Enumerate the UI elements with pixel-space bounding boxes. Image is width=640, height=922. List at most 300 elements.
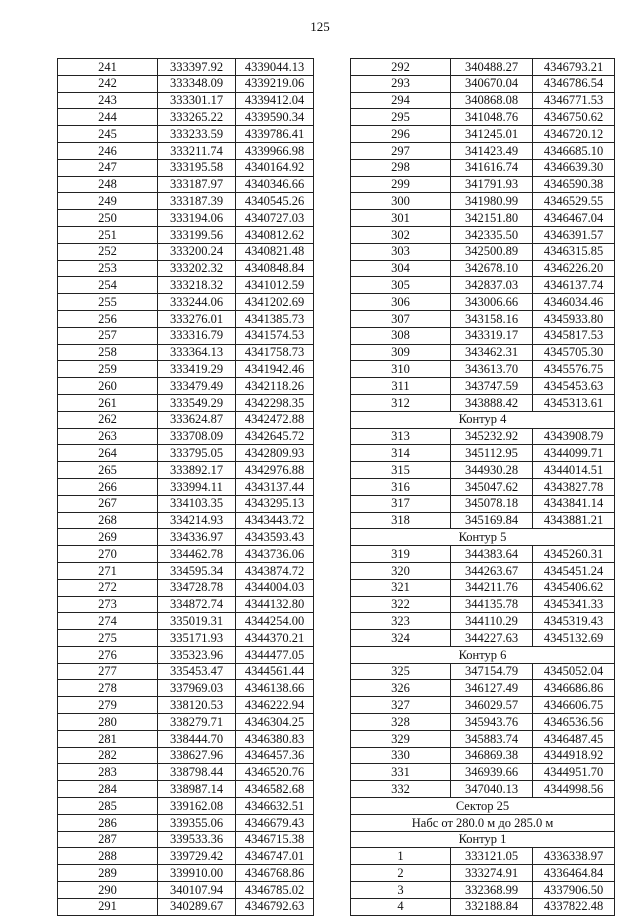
x-coordinate-cell: 334103.35: [158, 495, 236, 512]
table-row: [58, 310, 314, 327]
x-coordinate-cell: 342678.10: [451, 260, 533, 277]
point-number-cell: 281: [58, 730, 158, 747]
x-coordinate-cell: 333211.74: [158, 142, 236, 159]
table-row: [58, 747, 314, 764]
y-coordinate-cell: 4343137.44: [236, 478, 314, 495]
y-coordinate-cell: 4345313.61: [533, 394, 615, 411]
point-number-cell: 262: [58, 411, 158, 428]
y-coordinate-cell: 4346304.25: [236, 714, 314, 731]
x-coordinate-cell: 333348.09: [158, 75, 236, 92]
table-row: [351, 848, 615, 865]
y-coordinate-cell: 4346034.46: [533, 294, 615, 311]
table-row: [351, 512, 615, 529]
y-coordinate-cell: 4346715.38: [236, 831, 314, 848]
x-coordinate-cell: 346939.66: [451, 764, 533, 781]
x-coordinate-cell: 344227.63: [451, 630, 533, 647]
point-number-cell: 253: [58, 260, 158, 277]
x-coordinate-cell: 333316.79: [158, 327, 236, 344]
point-number-cell: 311: [351, 378, 451, 395]
x-coordinate-cell: 333419.29: [158, 361, 236, 378]
x-coordinate-cell: 332188.84: [451, 898, 533, 915]
point-number-cell: 257: [58, 327, 158, 344]
x-coordinate-cell: 333218.32: [158, 277, 236, 294]
point-number-cell: 327: [351, 697, 451, 714]
point-number-cell: 318: [351, 512, 451, 529]
table-row: [58, 562, 314, 579]
table-row: [351, 764, 615, 781]
table-row: [58, 226, 314, 243]
x-coordinate-cell: 335453.47: [158, 663, 236, 680]
table-row: [351, 596, 615, 613]
y-coordinate-cell: 4346747.01: [236, 848, 314, 865]
table-row: [58, 730, 314, 747]
table-row: [351, 579, 615, 596]
point-number-cell: 320: [351, 562, 451, 579]
point-number-cell: 300: [351, 193, 451, 210]
x-coordinate-cell: 337969.03: [158, 680, 236, 697]
table-row: [58, 865, 314, 882]
table-row: [58, 294, 314, 311]
y-coordinate-cell: 4344254.00: [236, 613, 314, 630]
section-heading: Контур 4: [351, 411, 615, 428]
point-number-cell: 291: [58, 898, 158, 915]
point-number-cell: 324: [351, 630, 451, 647]
point-number-cell: 266: [58, 478, 158, 495]
y-coordinate-cell: 4345319.43: [533, 613, 615, 630]
y-coordinate-cell: 4343736.06: [236, 546, 314, 563]
table-row: [351, 613, 615, 630]
x-coordinate-cell: 333892.17: [158, 462, 236, 479]
point-number-cell: 289: [58, 865, 158, 882]
table-row: [351, 394, 615, 411]
right-coordinates-table: [350, 58, 615, 916]
y-coordinate-cell: 4344099.71: [533, 445, 615, 462]
y-coordinate-cell: 4343295.13: [236, 495, 314, 512]
x-coordinate-cell: 333301.17: [158, 92, 236, 109]
x-coordinate-cell: 344930.28: [451, 462, 533, 479]
x-coordinate-cell: 338444.70: [158, 730, 236, 747]
table-row: [58, 394, 314, 411]
table-row: [58, 176, 314, 193]
table-row: [351, 495, 615, 512]
table-row: [351, 781, 615, 798]
point-number-cell: 243: [58, 92, 158, 109]
x-coordinate-cell: 339729.42: [158, 848, 236, 865]
table-row: [58, 630, 314, 647]
table-row: [351, 663, 615, 680]
x-coordinate-cell: 333274.91: [451, 865, 533, 882]
table-row: [58, 495, 314, 512]
point-number-cell: 301: [351, 210, 451, 227]
point-number-cell: 316: [351, 478, 451, 495]
point-number-cell: 323: [351, 613, 451, 630]
y-coordinate-cell: 4346138.66: [236, 680, 314, 697]
table-row: [351, 142, 615, 159]
point-number-cell: 298: [351, 159, 451, 176]
y-coordinate-cell: 4344918.92: [533, 747, 615, 764]
x-coordinate-cell: 333244.06: [158, 294, 236, 311]
y-coordinate-cell: 4340727.03: [236, 210, 314, 227]
y-coordinate-cell: 4339044.13: [236, 59, 314, 76]
y-coordinate-cell: 4345406.62: [533, 579, 615, 596]
point-number-cell: 244: [58, 109, 158, 126]
y-coordinate-cell: 4346315.85: [533, 243, 615, 260]
x-coordinate-cell: 333187.97: [158, 176, 236, 193]
x-coordinate-cell: 333994.11: [158, 478, 236, 495]
table-row: [58, 260, 314, 277]
point-number-cell: 303: [351, 243, 451, 260]
x-coordinate-cell: 338279.71: [158, 714, 236, 731]
point-number-cell: 331: [351, 764, 451, 781]
table-row: [58, 646, 314, 663]
y-coordinate-cell: 4346590.38: [533, 176, 615, 193]
x-coordinate-cell: 341980.99: [451, 193, 533, 210]
x-coordinate-cell: 339533.36: [158, 831, 236, 848]
y-coordinate-cell: 4346487.45: [533, 730, 615, 747]
y-coordinate-cell: 4342118.26: [236, 378, 314, 395]
x-coordinate-cell: 333795.05: [158, 445, 236, 462]
y-coordinate-cell: 4341012.59: [236, 277, 314, 294]
table-row: [351, 59, 615, 76]
table-row: [58, 781, 314, 798]
y-coordinate-cell: 4346786.54: [533, 75, 615, 92]
x-coordinate-cell: 335171.93: [158, 630, 236, 647]
table-row: [351, 260, 615, 277]
x-coordinate-cell: 338120.53: [158, 697, 236, 714]
point-number-cell: 2: [351, 865, 451, 882]
table-row: [351, 882, 615, 899]
point-number-cell: 319: [351, 546, 451, 563]
x-coordinate-cell: 333195.58: [158, 159, 236, 176]
point-number-cell: 308: [351, 327, 451, 344]
x-coordinate-cell: 345883.74: [451, 730, 533, 747]
table-row: [58, 814, 314, 831]
y-coordinate-cell: 4346536.56: [533, 714, 615, 731]
point-number-cell: 273: [58, 596, 158, 613]
x-coordinate-cell: 343888.42: [451, 394, 533, 411]
y-coordinate-cell: 4346750.62: [533, 109, 615, 126]
x-coordinate-cell: 341423.49: [451, 142, 533, 159]
point-number-cell: 326: [351, 680, 451, 697]
point-number-cell: 247: [58, 159, 158, 176]
x-coordinate-cell: 334872.74: [158, 596, 236, 613]
table-row: [351, 294, 615, 311]
point-number-cell: 329: [351, 730, 451, 747]
y-coordinate-cell: 4339966.98: [236, 142, 314, 159]
table-row: [58, 529, 314, 546]
point-number-cell: 284: [58, 781, 158, 798]
section-heading-row: [351, 814, 615, 831]
y-coordinate-cell: 4346768.86: [236, 865, 314, 882]
point-number-cell: 246: [58, 142, 158, 159]
y-coordinate-cell: 4344951.70: [533, 764, 615, 781]
point-number-cell: 321: [351, 579, 451, 596]
y-coordinate-cell: 4340164.92: [236, 159, 314, 176]
x-coordinate-cell: 343158.16: [451, 310, 533, 327]
y-coordinate-cell: 4346686.86: [533, 680, 615, 697]
table-row: [58, 159, 314, 176]
x-coordinate-cell: 341048.76: [451, 109, 533, 126]
table-row: [351, 75, 615, 92]
table-row: [58, 831, 314, 848]
y-coordinate-cell: 4341574.53: [236, 327, 314, 344]
table-row: [351, 478, 615, 495]
table-row: [58, 714, 314, 731]
y-coordinate-cell: 4346222.94: [236, 697, 314, 714]
table-row: [58, 92, 314, 109]
point-number-cell: 258: [58, 344, 158, 361]
table-row: [58, 59, 314, 76]
x-coordinate-cell: 341616.74: [451, 159, 533, 176]
table-row: [58, 75, 314, 92]
table-row: [351, 898, 615, 915]
x-coordinate-cell: 334595.34: [158, 562, 236, 579]
x-coordinate-cell: 333187.39: [158, 193, 236, 210]
table-row: [58, 798, 314, 815]
table-row: [351, 865, 615, 882]
y-coordinate-cell: 4345933.80: [533, 310, 615, 327]
point-number-cell: 251: [58, 226, 158, 243]
point-number-cell: 313: [351, 428, 451, 445]
table-row: [351, 714, 615, 731]
table-row: [351, 730, 615, 747]
section-heading: Набс от 280.0 м до 285.0 м: [351, 814, 615, 831]
x-coordinate-cell: 333624.87: [158, 411, 236, 428]
x-coordinate-cell: 341245.01: [451, 126, 533, 143]
table-row: [351, 630, 615, 647]
y-coordinate-cell: 4339786.41: [236, 126, 314, 143]
x-coordinate-cell: 345943.76: [451, 714, 533, 731]
x-coordinate-cell: 333708.09: [158, 428, 236, 445]
x-coordinate-cell: 333364.13: [158, 344, 236, 361]
point-number-cell: 305: [351, 277, 451, 294]
table-row: [58, 764, 314, 781]
table-row: [58, 898, 314, 915]
point-number-cell: 285: [58, 798, 158, 815]
point-number-cell: 255: [58, 294, 158, 311]
y-coordinate-cell: 4340545.26: [236, 193, 314, 210]
x-coordinate-cell: 338798.44: [158, 764, 236, 781]
point-number-cell: 283: [58, 764, 158, 781]
x-coordinate-cell: 334462.78: [158, 546, 236, 563]
table-row: [58, 579, 314, 596]
table-row: [351, 277, 615, 294]
y-coordinate-cell: 4346785.02: [236, 882, 314, 899]
x-coordinate-cell: 340488.27: [451, 59, 533, 76]
table-row: [351, 546, 615, 563]
point-number-cell: 306: [351, 294, 451, 311]
x-coordinate-cell: 334214.93: [158, 512, 236, 529]
table-row: [351, 176, 615, 193]
y-coordinate-cell: 4346679.43: [236, 814, 314, 831]
x-coordinate-cell: 344110.29: [451, 613, 533, 630]
x-coordinate-cell: 333194.06: [158, 210, 236, 227]
x-coordinate-cell: 339355.06: [158, 814, 236, 831]
x-coordinate-cell: 346127.49: [451, 680, 533, 697]
y-coordinate-cell: 4336464.84: [533, 865, 615, 882]
table-row: [351, 210, 615, 227]
y-coordinate-cell: 4342976.88: [236, 462, 314, 479]
x-coordinate-cell: 333200.24: [158, 243, 236, 260]
x-coordinate-cell: 333265.22: [158, 109, 236, 126]
x-coordinate-cell: 347040.13: [451, 781, 533, 798]
table-row: [351, 243, 615, 260]
point-number-cell: 270: [58, 546, 158, 563]
point-number-cell: 322: [351, 596, 451, 613]
point-number-cell: 4: [351, 898, 451, 915]
x-coordinate-cell: 345047.62: [451, 478, 533, 495]
section-heading: Контур 1: [351, 831, 615, 848]
y-coordinate-cell: 4345817.53: [533, 327, 615, 344]
y-coordinate-cell: 4344004.03: [236, 579, 314, 596]
table-row: [351, 109, 615, 126]
y-coordinate-cell: 4342809.93: [236, 445, 314, 462]
y-coordinate-cell: 4340821.48: [236, 243, 314, 260]
point-number-cell: 304: [351, 260, 451, 277]
point-number-cell: 315: [351, 462, 451, 479]
section-heading-row: [351, 411, 615, 428]
table-row: [351, 126, 615, 143]
point-number-cell: 286: [58, 814, 158, 831]
x-coordinate-cell: 343462.31: [451, 344, 533, 361]
y-coordinate-cell: 4343593.43: [236, 529, 314, 546]
section-heading-row: [351, 529, 615, 546]
y-coordinate-cell: 4346380.83: [236, 730, 314, 747]
point-number-cell: 268: [58, 512, 158, 529]
table-row: [58, 277, 314, 294]
point-number-cell: 252: [58, 243, 158, 260]
y-coordinate-cell: 4337822.48: [533, 898, 615, 915]
x-coordinate-cell: 344383.64: [451, 546, 533, 563]
y-coordinate-cell: 4340346.66: [236, 176, 314, 193]
point-number-cell: 307: [351, 310, 451, 327]
y-coordinate-cell: 4339412.04: [236, 92, 314, 109]
y-coordinate-cell: 4340848.84: [236, 260, 314, 277]
table-row: [58, 596, 314, 613]
x-coordinate-cell: 340868.08: [451, 92, 533, 109]
y-coordinate-cell: 4346226.20: [533, 260, 615, 277]
table-row: [58, 378, 314, 395]
point-number-cell: 280: [58, 714, 158, 731]
y-coordinate-cell: 4346529.55: [533, 193, 615, 210]
x-coordinate-cell: 333479.49: [158, 378, 236, 395]
point-number-cell: 1: [351, 848, 451, 865]
point-number-cell: 271: [58, 562, 158, 579]
x-coordinate-cell: 338987.14: [158, 781, 236, 798]
x-coordinate-cell: 342151.80: [451, 210, 533, 227]
point-number-cell: 302: [351, 226, 451, 243]
table-row: [351, 327, 615, 344]
x-coordinate-cell: 334336.97: [158, 529, 236, 546]
table-row: [351, 159, 615, 176]
y-coordinate-cell: 4339590.34: [236, 109, 314, 126]
point-number-cell: 259: [58, 361, 158, 378]
y-coordinate-cell: 4344561.44: [236, 663, 314, 680]
x-coordinate-cell: 342837.03: [451, 277, 533, 294]
y-coordinate-cell: 4345260.31: [533, 546, 615, 563]
table-row: [58, 613, 314, 630]
point-number-cell: 317: [351, 495, 451, 512]
point-number-cell: 245: [58, 126, 158, 143]
point-number-cell: 265: [58, 462, 158, 479]
point-number-cell: 295: [351, 109, 451, 126]
y-coordinate-cell: 4346467.04: [533, 210, 615, 227]
x-coordinate-cell: 333549.29: [158, 394, 236, 411]
x-coordinate-cell: 343319.17: [451, 327, 533, 344]
point-number-cell: 241: [58, 59, 158, 76]
x-coordinate-cell: 333233.59: [158, 126, 236, 143]
table-row: [58, 142, 314, 159]
y-coordinate-cell: 4343827.78: [533, 478, 615, 495]
y-coordinate-cell: 4343443.72: [236, 512, 314, 529]
y-coordinate-cell: 4346639.30: [533, 159, 615, 176]
section-heading-row: [351, 831, 615, 848]
point-number-cell: 292: [351, 59, 451, 76]
y-coordinate-cell: 4344370.21: [236, 630, 314, 647]
table-row: [58, 462, 314, 479]
x-coordinate-cell: 335019.31: [158, 613, 236, 630]
table-row: [351, 193, 615, 210]
table-row: [58, 327, 314, 344]
y-coordinate-cell: 4345453.63: [533, 378, 615, 395]
point-number-cell: 256: [58, 310, 158, 327]
point-number-cell: 264: [58, 445, 158, 462]
y-coordinate-cell: 4344998.56: [533, 781, 615, 798]
x-coordinate-cell: 345232.92: [451, 428, 533, 445]
table-row: [58, 210, 314, 227]
y-coordinate-cell: 4346632.51: [236, 798, 314, 815]
x-coordinate-cell: 343613.70: [451, 361, 533, 378]
point-number-cell: 278: [58, 680, 158, 697]
x-coordinate-cell: 345112.95: [451, 445, 533, 462]
x-coordinate-cell: 333276.01: [158, 310, 236, 327]
point-number-cell: 3: [351, 882, 451, 899]
table-row: [58, 193, 314, 210]
y-coordinate-cell: 4345132.69: [533, 630, 615, 647]
y-coordinate-cell: 4345451.24: [533, 562, 615, 579]
point-number-cell: 248: [58, 176, 158, 193]
y-coordinate-cell: 4344477.05: [236, 646, 314, 663]
x-coordinate-cell: 339910.00: [158, 865, 236, 882]
x-coordinate-cell: 344263.67: [451, 562, 533, 579]
y-coordinate-cell: 4346720.12: [533, 126, 615, 143]
x-coordinate-cell: 333199.56: [158, 226, 236, 243]
point-number-cell: 312: [351, 394, 451, 411]
table-row: [58, 663, 314, 680]
y-coordinate-cell: 4342298.35: [236, 394, 314, 411]
point-number-cell: 260: [58, 378, 158, 395]
x-coordinate-cell: 332368.99: [451, 882, 533, 899]
table-row: [351, 344, 615, 361]
y-coordinate-cell: 4346582.68: [236, 781, 314, 798]
section-heading-row: [351, 798, 615, 815]
point-number-cell: 242: [58, 75, 158, 92]
x-coordinate-cell: 333202.32: [158, 260, 236, 277]
y-coordinate-cell: 4343908.79: [533, 428, 615, 445]
table-row: [351, 562, 615, 579]
y-coordinate-cell: 4346520.76: [236, 764, 314, 781]
y-coordinate-cell: 4341758.73: [236, 344, 314, 361]
table-row: [58, 361, 314, 378]
y-coordinate-cell: 4346137.74: [533, 277, 615, 294]
y-coordinate-cell: 4345341.33: [533, 596, 615, 613]
point-number-cell: 309: [351, 344, 451, 361]
y-coordinate-cell: 4346685.10: [533, 142, 615, 159]
point-number-cell: 254: [58, 277, 158, 294]
y-coordinate-cell: 4339219.06: [236, 75, 314, 92]
point-number-cell: 288: [58, 848, 158, 865]
x-coordinate-cell: 345169.84: [451, 512, 533, 529]
